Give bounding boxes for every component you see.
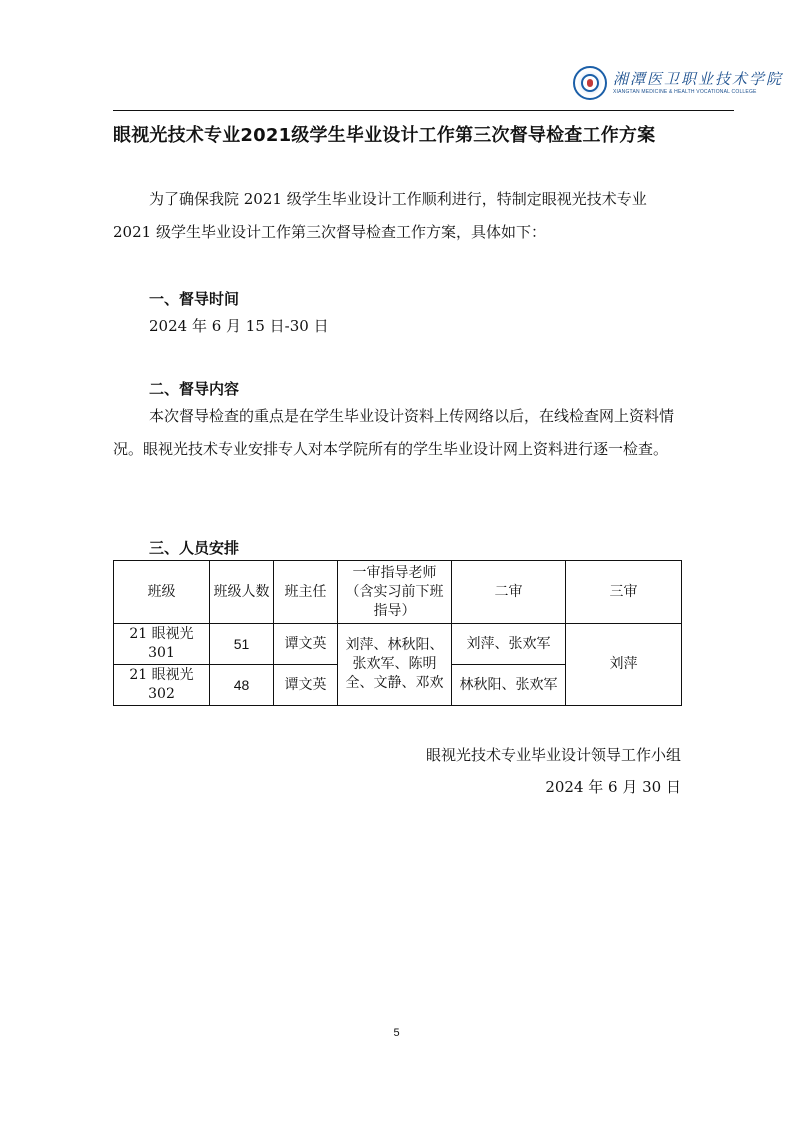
signature-date: 2024 年 6 月 30 日	[545, 778, 681, 796]
section-heading-content: 二、督导内容	[149, 380, 240, 398]
cell-head-teacher: 谭文英	[274, 665, 338, 706]
cell-class: 21 眼视光 302	[114, 665, 210, 706]
cell-class: 21 眼视光 301	[114, 624, 210, 665]
document-title: 眼视光技术专业2021级学生毕业设计工作第三次督导检查工作方案	[113, 125, 656, 146]
cell-head-teacher: 谭文英	[274, 624, 338, 665]
header-first-review: 一审指导老师（含实习前下班指导）	[338, 561, 452, 624]
cell-first-review: 刘萍、林秋阳、张欢军、陈明全、文静、邓欢	[338, 624, 452, 706]
section-body-content: 本次督导检查的重点是在学生毕业设计资料上传网络以后，在线检查网上资料情况。眼视光技术专业安排专人对本学院所有的学生毕业设计网上资料进行逐一检查。	[113, 407, 675, 458]
header-divider	[113, 110, 734, 111]
cell-second-review: 林秋阳、张欢军	[452, 665, 566, 706]
cell-count: 51	[210, 624, 274, 665]
school-seal-icon	[573, 66, 607, 100]
page-number: 5	[393, 1027, 400, 1039]
header-head-teacher: 班主任	[274, 561, 338, 624]
school-name-cn: 湘潭医卫职业技术学院	[613, 69, 784, 88]
cell-second-review: 刘萍、张欢军	[452, 624, 566, 665]
intro-paragraph: 为了确保我院 2021 级学生毕业设计工作顺利进行，特制定眼视光技术专业 2021 级学生毕业设计工作第三次督导检查工作方案，具体如下：	[113, 190, 647, 241]
school-logo	[573, 66, 783, 100]
header-count: 班级人数	[210, 561, 274, 624]
signature-org: 眼视光技术专业毕业设计领导工作小组	[425, 746, 681, 764]
table-row	[114, 624, 682, 665]
header-third-review: 三审	[566, 561, 682, 624]
section-heading-time: 一、督导时间	[149, 290, 240, 308]
table-header-row	[114, 561, 682, 624]
section-body-time: 2024 年 6 月 15 日-30 日	[149, 317, 329, 335]
section-heading-staff: 三、人员安排	[149, 539, 240, 557]
school-name-en: XIANGTAN MEDICINE & HEALTH VOCATIONAL COLLEGE	[613, 88, 757, 95]
header-second-review: 二审	[452, 561, 566, 624]
header-class: 班级	[114, 561, 210, 624]
cell-third-review: 刘萍	[566, 624, 682, 706]
cell-count: 48	[210, 665, 274, 706]
staff-table	[113, 560, 682, 706]
